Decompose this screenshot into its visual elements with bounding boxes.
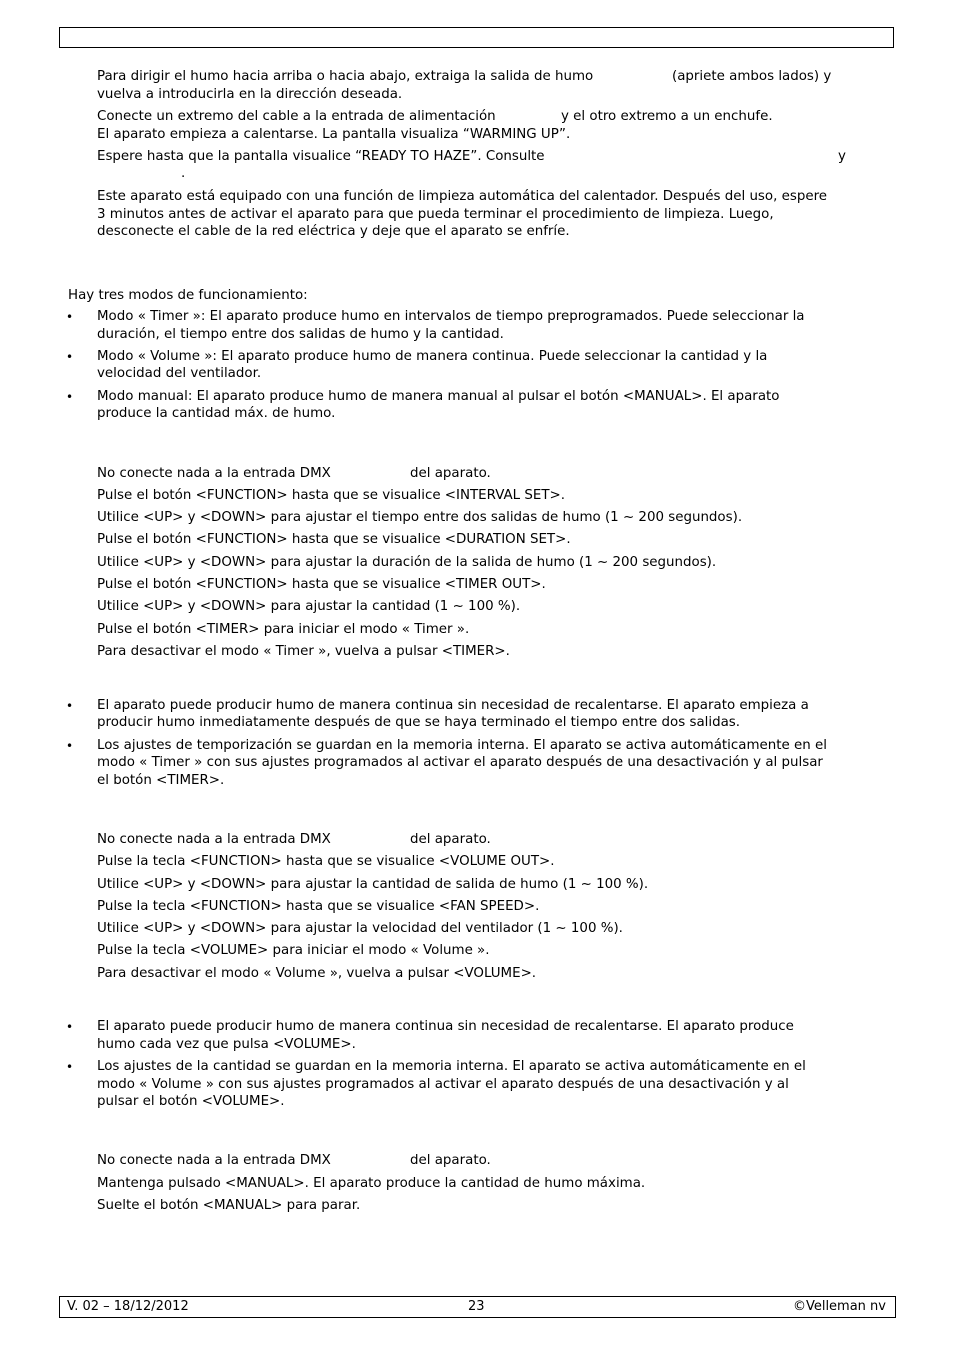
footer-page-number: 23 bbox=[468, 1299, 485, 1314]
intro-1-line-1a: Para dirigir el humo hacia arriba o hacia abajo, extraiga la salida de humo bbox=[97, 69, 594, 84]
intro-3-line-2: . bbox=[181, 166, 186, 181]
footer-copyright: ©Velleman nv bbox=[792, 1299, 886, 1314]
volume-step-7: Para desactivar el modo « Volume », vuelva a pulsar <VOLUME>. bbox=[97, 966, 537, 981]
volume-note-1-line-1: El aparato puede producir humo de manera continua sin necesidad de recalentarse. El aparato produce bbox=[97, 1019, 794, 1034]
timer-step-6: Pulse el botón <FUNCTION> hasta que se visualice <TIMER OUT>. bbox=[97, 577, 546, 592]
timer-step-2: Pulse el botón <FUNCTION> hasta que se visualice <INTERVAL SET>. bbox=[97, 488, 566, 503]
timer-step-dmx-b: del aparato. bbox=[410, 466, 491, 481]
volume-step-4: Pulse la tecla <FUNCTION> hasta que se visualice <FAN SPEED>. bbox=[97, 899, 540, 914]
volume-note-2-line-2: modo « Volume » con sus ajustes programados al activar el aparato después de una desactivación y al bbox=[97, 1077, 789, 1092]
timer-step-5: Utilice <UP> y <DOWN> para ajustar la duración de la salida de humo (1 ~ 200 segundos). bbox=[97, 555, 717, 570]
manual-step-dmx-a: No conecte nada a la entrada DMX bbox=[97, 1153, 331, 1168]
timer-step-9: Para desactivar el modo « Timer », vuelva a pulsar <TIMER>. bbox=[97, 644, 510, 659]
footer bbox=[59, 1296, 896, 1318]
intro-3-line-1b: y bbox=[838, 149, 846, 164]
mode-manual-line-2: produce la cantidad máx. de humo. bbox=[97, 406, 336, 421]
manual-step-3: Suelte el botón <MANUAL> para parar. bbox=[97, 1198, 361, 1213]
timer-step-7: Utilice <UP> y <DOWN> para ajustar la cantidad (1 ~ 100 %). bbox=[97, 599, 521, 614]
timer-note-2-line-2: modo « Timer » con sus ajustes programados al activar el aparato después de una desactivación y al pulsar bbox=[97, 755, 823, 770]
volume-step-5: Utilice <UP> y <DOWN> para ajustar la velocidad del ventilador (1 ~ 100 %). bbox=[97, 921, 623, 936]
intro-2-line-2: El aparato empieza a calentarse. La pantalla visualiza “WARMING UP”. bbox=[97, 127, 571, 142]
volume-step-dmx-a: No conecte nada a la entrada DMX bbox=[97, 832, 331, 847]
manual-step-2: Mantenga pulsado <MANUAL>. El aparato produce la cantidad de humo máxima. bbox=[97, 1176, 646, 1191]
volume-step-6: Pulse la tecla <VOLUME> para iniciar el modo « Volume ». bbox=[97, 943, 490, 958]
mode-volume-line-2: velocidad del ventilador. bbox=[97, 366, 262, 381]
bullet: • bbox=[66, 739, 74, 753]
volume-note-2-line-3: pulsar el botón <VOLUME>. bbox=[97, 1094, 285, 1109]
bullet: • bbox=[66, 310, 74, 324]
volume-note-1-line-2: humo cada vez que pulsa <VOLUME>. bbox=[97, 1037, 356, 1052]
modes-intro: Hay tres modos de funcionamiento: bbox=[68, 288, 308, 303]
intro-2-line-1a: Conecte un extremo del cable a la entrada de alimentación bbox=[97, 109, 496, 124]
footer-version: V. 02 – 18/12/2012 bbox=[67, 1299, 189, 1314]
intro-4-line-1: Este aparato está equipado con una función de limpieza automática del calentador. Después del uso, espere bbox=[97, 189, 828, 204]
bullet: • bbox=[66, 699, 74, 713]
timer-note-2-line-1: Los ajustes de temporización se guardan en la memoria interna. El aparato se activa automáticamente en el bbox=[97, 738, 827, 753]
mode-timer-line-1: Modo « Timer »: El aparato produce humo en intervalos de tiempo preprogramados. Puede seleccionar la bbox=[97, 309, 805, 324]
bullet: • bbox=[66, 390, 74, 404]
mode-manual-line-1: Modo manual: El aparato produce humo de manera manual al pulsar el botón <MANUAL>. El aparato bbox=[97, 389, 780, 404]
header-box bbox=[59, 27, 894, 48]
timer-note-1-line-2: producir humo inmediatamente después de que se haya terminado el tiempo entre dos salidas. bbox=[97, 715, 741, 730]
intro-4-line-2: 3 minutos antes de activar el aparato para que pueda terminar el procedimiento de limpieza. Luego, bbox=[97, 207, 774, 222]
bullet: • bbox=[66, 1060, 74, 1074]
intro-1-line-1b: (apriete ambos lados) y bbox=[672, 69, 832, 84]
timer-step-4: Pulse el botón <FUNCTION> hasta que se visualice <DURATION SET>. bbox=[97, 532, 571, 547]
timer-step-3: Utilice <UP> y <DOWN> para ajustar el tiempo entre dos salidas de humo (1 ~ 200 segundos). bbox=[97, 510, 743, 525]
timer-note-1-line-1: El aparato puede producir humo de manera continua sin necesidad de recalentarse. El aparato empieza a bbox=[97, 698, 809, 713]
volume-step-3: Utilice <UP> y <DOWN> para ajustar la cantidad de salida de humo (1 ~ 100 %). bbox=[97, 877, 649, 892]
volume-step-dmx-b: del aparato. bbox=[410, 832, 491, 847]
timer-step-8: Pulse el botón <TIMER> para iniciar el modo « Timer ». bbox=[97, 622, 470, 637]
intro-4-line-3: desconecte el cable de la red eléctrica y deje que el aparato se enfríe. bbox=[97, 224, 570, 239]
mode-volume-line-1: Modo « Volume »: El aparato produce humo de manera continua. Puede seleccionar la cantidad y la bbox=[97, 349, 768, 364]
intro-2-line-1b: y el otro extremo a un enchufe. bbox=[561, 109, 773, 124]
bullet: • bbox=[66, 1020, 74, 1034]
timer-step-dmx-a: No conecte nada a la entrada DMX bbox=[97, 466, 331, 481]
mode-timer-line-2: duración, el tiempo entre dos salidas de humo y la cantidad. bbox=[97, 327, 504, 342]
bullet: • bbox=[66, 350, 74, 364]
volume-step-2: Pulse la tecla <FUNCTION> hasta que se visualice <VOLUME OUT>. bbox=[97, 854, 555, 869]
intro-1-line-2: vuelva a introducirla en la dirección deseada. bbox=[97, 87, 403, 102]
intro-3-line-1a: Espere hasta que la pantalla visualice “READY TO HAZE”. Consulte bbox=[97, 149, 545, 164]
timer-note-2-line-3: el botón <TIMER>. bbox=[97, 773, 225, 788]
volume-note-2-line-1: Los ajustes de la cantidad se guardan en la memoria interna. El aparato se activa automáticamente en el bbox=[97, 1059, 806, 1074]
manual-step-dmx-b: del aparato. bbox=[410, 1153, 491, 1168]
